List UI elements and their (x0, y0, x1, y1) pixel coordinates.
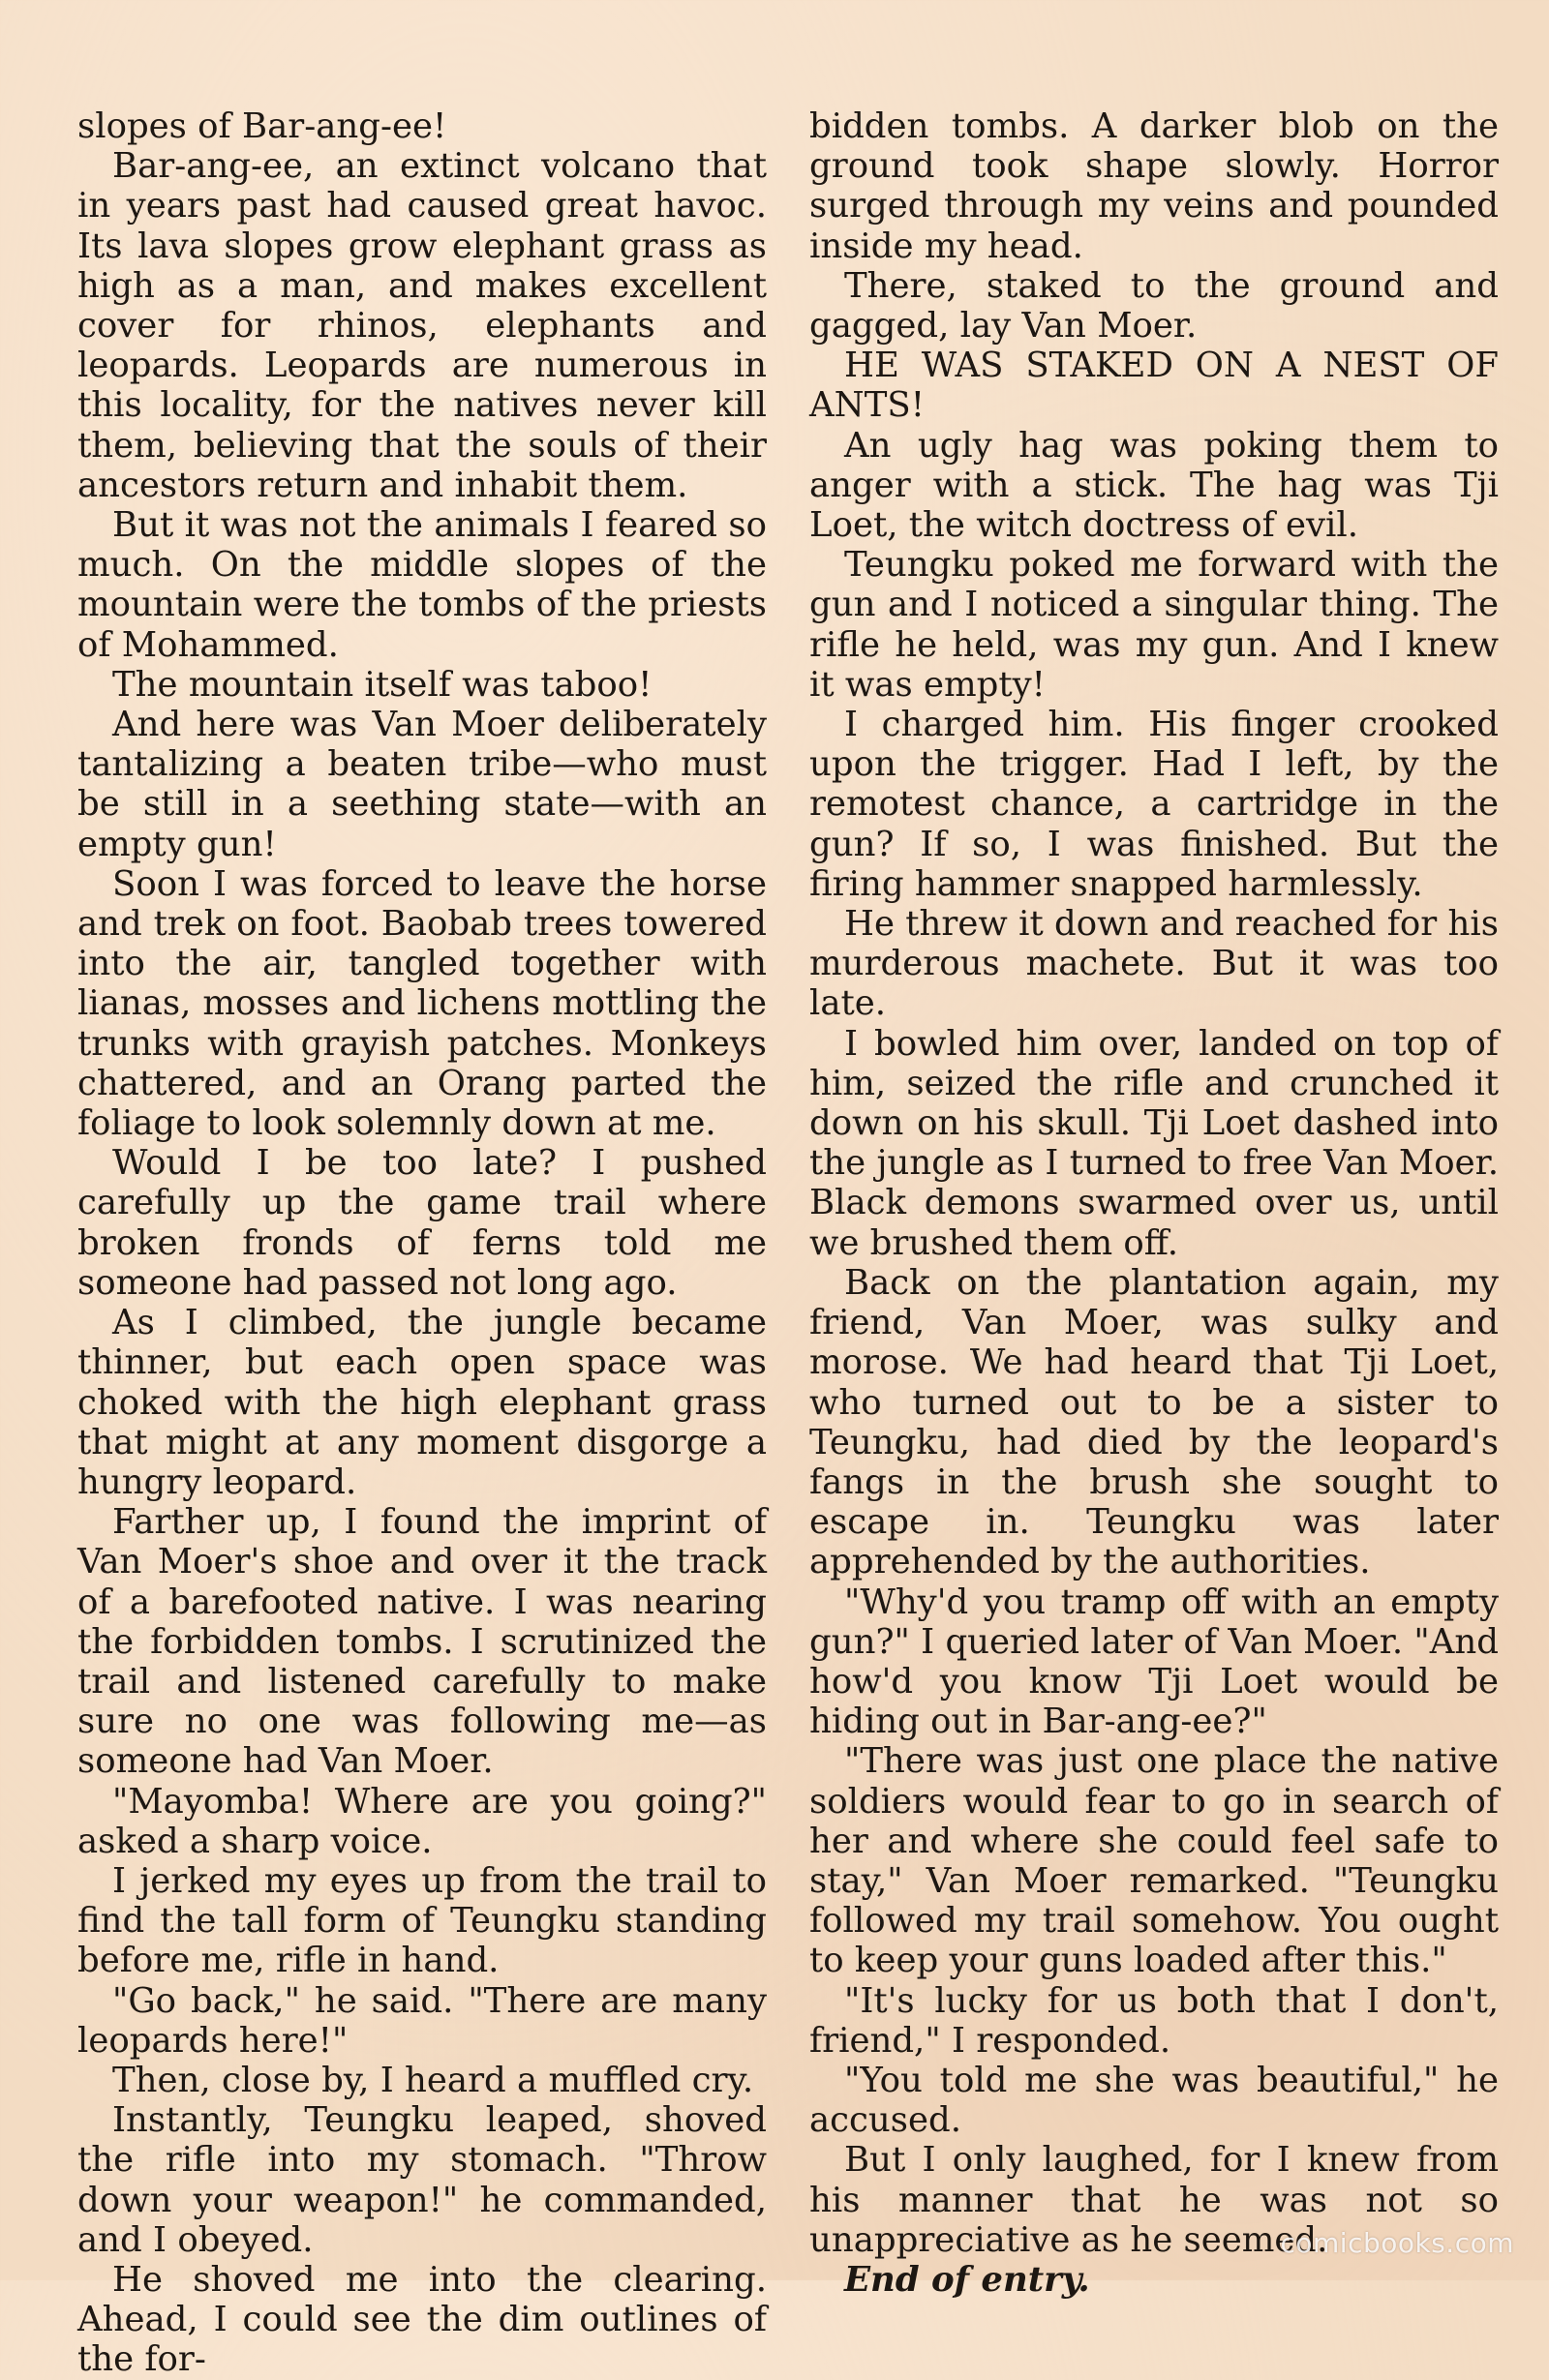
paragraph: "It's lucky for us both that I don't, friend," I responded. (809, 1980, 1499, 2061)
paragraph: As I climbed, the jungle became thinner, but each open space was choked with the high elephant grass that might at any moment disgorge a hungry leopard. (77, 1303, 767, 1502)
paragraph: I charged him. His finger crooked upon the trigger. Had I left, by the remotest chance, a cartridge in the gun? If so, I was finished. But the firing hammer snapped harmlessly. (809, 705, 1499, 904)
paragraph: But it was not the animals I feared so much. On the middle slopes of the mountain were the tombs of the priests of Mohammed. (77, 505, 767, 665)
paragraph: But I only laughed, for I knew from his manner that he was not so unappreciative as he seemed. (809, 2140, 1499, 2260)
paragraph: "There was just one place the native soldiers would fear to go in search of her and where she could feel safe to stay," Van Moer remarked. "Teungku followed my trail somehow. You ought to keep your guns loaded after this." (809, 1741, 1499, 1981)
right-text-column (809, 106, 1499, 2300)
watermark: comicbooks.com (1280, 2227, 1514, 2259)
paragraph: slopes of Bar-ang-ee! (77, 106, 447, 146)
paragraph: Soon I was forced to leave the horse and trek on foot. Baobab trees towered into the air, tangled together with lianas, mosses and lichens mottling the trunks with grayish patches. Monkeys chattered, and an Orang parted the foliage to look solemnly down at me. (77, 863, 767, 1144)
paragraph: Would I be too late? I pushed carefully up the game trail where broken fronds of ferns told me someone had passed not long ago. (77, 1143, 767, 1303)
end-of-entry: End of entry. (844, 2259, 1090, 2300)
left-text-column (77, 106, 767, 2380)
paragraph: Back on the plantation again, my friend, Van Moer, was sulky and morose. We had heard that Tji Loet, who turned out to be a sister to Teungku, had died by the leopard's fangs in the brush she sought to escape in. Teungku was later apprehended by the authorities. (809, 1262, 1499, 1582)
paragraph: He threw it down and reached for his murderous machete. But it was too late. (809, 904, 1499, 1024)
right-paragraphs (809, 106, 1499, 2260)
paragraph: And here was Van Moer deliberately tantalizing a beaten tribe—who must be still in a seething state—with an empty gun! (77, 705, 767, 864)
paragraph: The mountain itself was taboo! (112, 664, 653, 705)
paragraph: Teungku poked me forward with the gun and I noticed a singular thing. The rifle he held, was my gun. And I knew it was empty! (809, 545, 1499, 705)
paragraph: "You told me she was beautiful," he accused. (809, 2060, 1499, 2141)
paragraph: I bowled him over, landed on top of him, seized the rifle and crunched it down on his skull. Tji Loet dashed into the jungle as I turned to free Van Moer. Black demons swarmed over us, until we brushed them off. (809, 1023, 1499, 1263)
paragraph: Bar-ang-ee, an extinct volcano that in years past had caused great havoc. Its lava slopes grow elephant grass as high as a man, and makes excellent cover for rhinos, elephants and leopards. Leopards are numerous in this locality, for the natives never kill them, believing that the souls of their ancestors return and inhabit them. (77, 146, 767, 505)
paragraph: There, staked to the ground and gagged, lay Van Moer. (809, 265, 1499, 346)
paragraph: bidden tombs. A darker blob on the ground took shape slowly. Horror surged through my veins and pounded inside my head. (809, 106, 1499, 266)
paragraph: He shoved me into the clearing. Ahead, I could see the dim outlines of the for- (77, 2259, 767, 2380)
paragraph: Then, close by, I heard a muffled cry. (112, 2060, 754, 2100)
paragraph: Instantly, Teungku leaped, shoved the rifle into my stomach. "Throw down your weapon!" he commanded, and I obeyed. (77, 2100, 767, 2260)
paragraph: "Mayomba! Where are you going?" asked a sharp voice. (77, 1781, 767, 1861)
paragraph: "Why'd you tramp off with an empty gun?" I queried later of Van Moer. "And how'd you know Tji Loet would be hiding out in Bar-ang-ee?" (809, 1582, 1499, 1742)
paragraph: An ugly hag was poking them to anger with a stick. The hag was Tji Loet, the witch doctress of evil. (809, 425, 1499, 546)
paragraph: "Go back," he said. "There are many leopards here!" (77, 1980, 767, 2061)
paragraph: HE WAS STAKED ON A NEST OF ANTS! (809, 346, 1499, 426)
paragraph: Farther up, I found the imprint of Van Moer's shoe and over it the track of a barefooted native. I was nearing the forbidden tombs. I scrutinized the trail and listened carefully to make sure no one was following me—as someone had Van Moer. (77, 1502, 767, 1782)
paragraph: I jerked my eyes up from the trail to find the tall form of Teungku standing before me, rifle in hand. (77, 1860, 767, 1981)
